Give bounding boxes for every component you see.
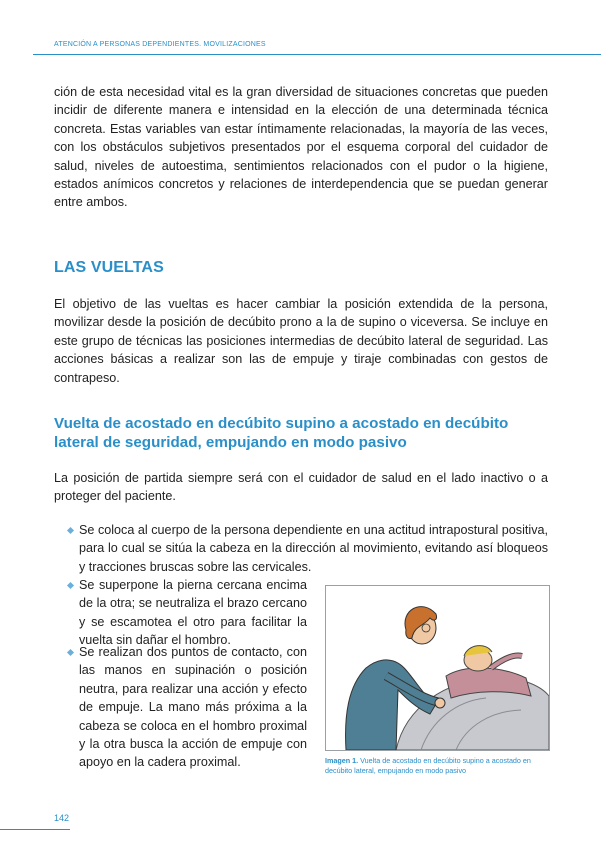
list-item: Se realizan dos puntos de contacto, con las manos en supinación o posición neutra, para realizar una acción y efecto de empuje. La mano más próxima a la cabeza se coloca en el hombro proximal y la otra busca la acción de empuje con apoyo en la cadera proximal. <box>79 645 307 770</box>
running-header: ATENCIÓN A PERSONAS DEPENDIENTES. MOVILIZACIONES <box>54 41 266 48</box>
intro-paragraph: ción de esta necesidad vital es la gran diversidad de situaciones concretas que pueden incidir de diferente manera e intensidad en la elección de una determinada técnica concreta. Estas variables van estar íntimamente relacionadas, la mayoría de las veces, con los obstáculos subjetivos presentados por el esquema corporal del cuidador de salud, niveles de autoestima, sentimientos relacionados con el pudor o la higiene, estados anímicos concretos y relaciones de interdependencia que se puedan generar entre ambos. <box>54 85 548 210</box>
list-item: Se superpone la pierna cercana encima de la otra; se neutraliza el brazo cercano y se escamotea el otro para facilitar la vuelta sin dañar el hombro. <box>79 578 307 648</box>
bullet-diamond-icon <box>67 649 74 656</box>
caregiver-turning-patient-illustration <box>326 586 549 750</box>
section-title: LAS VUELTAS <box>54 259 164 276</box>
list-item: Se coloca al cuerpo de la persona dependiente en una actitud intrapostural positiva, para lo cual se sitúa la cabeza en la dirección al movimiento, evitando así bloqueos y tracciones bruscas sobre las cervicales. <box>79 523 548 574</box>
caption-label: Imagen 1. <box>325 756 359 765</box>
figure-illustration <box>325 585 550 751</box>
bullet-diamond-icon <box>67 582 74 589</box>
page-number: 142 <box>54 813 70 823</box>
section-paragraph: El objetivo de las vueltas es hacer cambiar la posición extendida de la persona, movilizar desde la posición de decúbito prono a la de supino o viceversa. Se incluye en este grupo de técnicas las posiciones intermedias de decúbito lateral de seguridad. Las acciones básicas a realizar son las de empuje y tiraje combinadas con gestos de contrapeso. <box>54 297 548 385</box>
bullet-diamond-icon <box>67 527 74 534</box>
header-divider <box>33 54 601 55</box>
figure-caption <box>325 756 548 776</box>
subsection-paragraph: La posición de partida siempre será con el cuidador de salud en el lado inactivo o a proteger del paciente. <box>54 471 548 504</box>
footer-divider <box>0 829 70 830</box>
subsection-title: Vuelta de acostado en decúbito supino a acostado en decúbito lateral de seguridad, empujando en modo pasivo <box>54 415 509 451</box>
caption-text: Vuelta de acostado en decúbito supino a acostado en decúbito lateral, empujando en modo pasivo <box>325 756 531 775</box>
